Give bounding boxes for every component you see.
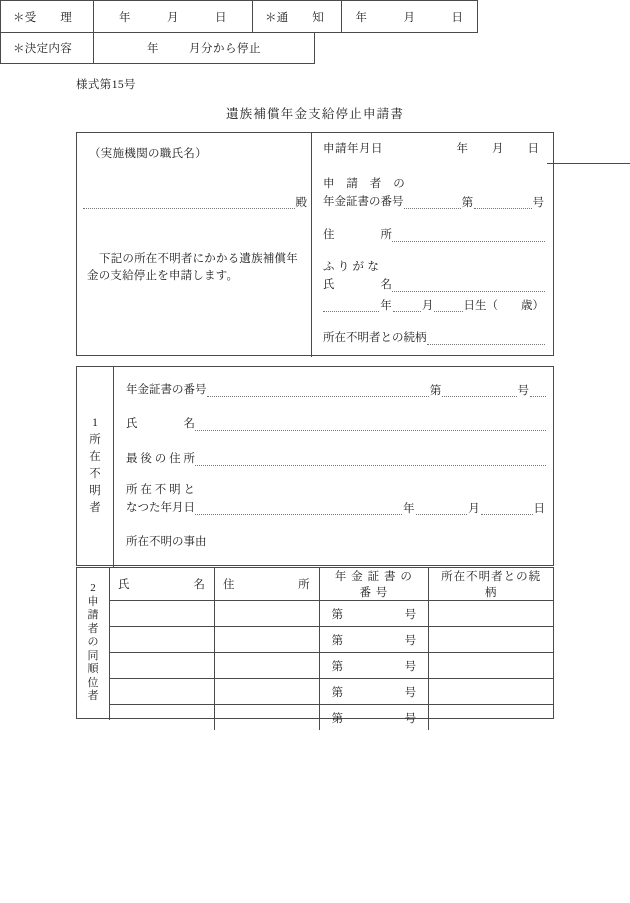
cell-pension-cert[interactable] xyxy=(319,653,429,679)
year-label: 年 xyxy=(355,11,368,24)
missing-label-char-2: 在 xyxy=(89,451,101,463)
name-label: 氏 名 xyxy=(323,279,392,291)
birth-month-label: 月 xyxy=(421,299,434,312)
pension-cert-dotted-line xyxy=(404,196,461,209)
cell-pension-cert[interactable] xyxy=(319,601,429,627)
receipt-date-cell[interactable] xyxy=(93,0,253,33)
co-label-char-5: 同 xyxy=(87,649,99,662)
decision-label: ＊決定内容 xyxy=(13,43,72,55)
number-suffix-label: 号 xyxy=(532,196,544,209)
day-label: 日 xyxy=(451,11,464,24)
missing-name-field[interactable] xyxy=(126,415,546,431)
number-suffix-label: 号 xyxy=(404,712,417,725)
name-dotted-line xyxy=(195,418,546,431)
co-label-char-1: 申 xyxy=(87,595,99,608)
column-header-address xyxy=(215,568,320,601)
table-row[interactable] xyxy=(110,705,553,731)
notice-label: ＊通 知 xyxy=(265,11,324,24)
missing-since-label-line1: 所 在 不 明 と xyxy=(126,484,195,496)
cell-name[interactable] xyxy=(110,705,215,731)
number-prefix-label: 第 xyxy=(331,712,344,725)
header-address-left: 住 xyxy=(223,579,236,591)
pension-cert-dotted-line xyxy=(207,384,429,397)
birth-year-dotted-line xyxy=(323,299,379,312)
missing-day-dotted-line xyxy=(481,502,533,515)
relation-label: 所在不明者との続柄 xyxy=(323,332,427,344)
year-label: 年 xyxy=(456,143,468,155)
column-header-relation: 所在不明者との続柄 xyxy=(429,568,553,601)
birth-day-age-label: 日生（ 歳） xyxy=(463,299,544,312)
year-label: 年 xyxy=(403,502,415,515)
cell-relation[interactable] xyxy=(429,705,553,731)
co-label-char-8: 者 xyxy=(87,690,99,703)
co-label-char-6: 順 xyxy=(87,663,99,676)
day-label: 日 xyxy=(527,143,539,155)
co-applicant-table xyxy=(110,568,553,730)
application-date-label: 申請年月日 xyxy=(323,143,383,155)
notice-date-inputs[interactable] xyxy=(342,9,477,25)
number-prefix-label: 第 xyxy=(331,660,344,673)
cell-address[interactable] xyxy=(215,601,320,627)
table-row[interactable] xyxy=(110,627,553,653)
cell-relation[interactable] xyxy=(429,601,553,627)
header-name-left: 氏 xyxy=(118,579,131,591)
applicant-section xyxy=(76,132,554,356)
month-label: 月 xyxy=(167,11,179,24)
receipt-date-inputs[interactable] xyxy=(94,9,252,25)
pension-cert-label: 年金証書の番号 xyxy=(126,384,207,396)
cell-relation[interactable] xyxy=(429,627,553,653)
agency-name-field[interactable] xyxy=(83,195,307,209)
co-label-char-2: 請 xyxy=(87,609,99,622)
missing-pension-cert-field[interactable] xyxy=(126,381,546,397)
decision-label-cell xyxy=(0,32,94,64)
receipt-label-cell xyxy=(0,0,94,33)
last-address-label: 最 後 の 住 所 xyxy=(126,453,195,465)
name-label: 氏 名 xyxy=(126,418,195,430)
applicant-name-field[interactable] xyxy=(323,258,545,292)
honorific-label: 殿 xyxy=(295,196,307,209)
table-row[interactable] xyxy=(110,601,553,627)
missing-reason-field[interactable] xyxy=(126,533,546,549)
cell-pension-cert[interactable] xyxy=(319,705,429,731)
co-label-char-3: 者 xyxy=(87,622,99,635)
agency-pane xyxy=(77,133,311,355)
number-prefix-label: 第 xyxy=(461,196,474,209)
number-prefix-label: 第 xyxy=(331,686,344,699)
missing-label-char-5: 者 xyxy=(89,502,101,514)
table-header-row xyxy=(110,568,553,601)
number-suffix-label: 号 xyxy=(404,608,417,621)
cell-pension-cert[interactable] xyxy=(319,627,429,653)
cell-address[interactable] xyxy=(215,627,320,653)
agency-name-dotted-line xyxy=(83,195,295,209)
last-address-dotted-line xyxy=(195,453,546,466)
decision-inputs[interactable] xyxy=(94,40,314,56)
receipt-label: ＊受 理 xyxy=(13,11,72,24)
co-applicant-section xyxy=(76,567,554,725)
applicant-address-field[interactable] xyxy=(323,226,545,242)
cell-name[interactable] xyxy=(110,627,215,653)
address-label: 住 所 xyxy=(323,229,392,241)
month-label: 月 xyxy=(403,11,416,24)
birth-year-label: 年 xyxy=(380,299,392,312)
cell-relation[interactable] xyxy=(429,679,553,705)
decision-suffix-label: 月分から停止 xyxy=(189,43,261,55)
decision-content-cell[interactable] xyxy=(93,32,315,64)
month-label: 月 xyxy=(492,143,504,155)
year-label: 年 xyxy=(119,11,131,24)
applicant-owner-label: 申 請 者 の xyxy=(323,178,405,190)
column-header-name xyxy=(110,568,215,601)
applicant-detail-pane xyxy=(312,133,553,355)
missing-person-vertical-label xyxy=(77,367,113,565)
day-label: 日 xyxy=(215,11,227,24)
missing-since-label-line2: なつた年月日 xyxy=(126,502,195,514)
number-prefix-label: 第 xyxy=(429,384,442,397)
notice-label-cell xyxy=(252,0,342,33)
day-label: 日 xyxy=(533,502,545,515)
decision-year-label: 年 xyxy=(147,43,159,55)
name-dotted-line xyxy=(392,279,545,292)
missing-person-section xyxy=(76,366,554,566)
furigana-label: ふ り が な xyxy=(323,261,380,273)
cell-name[interactable] xyxy=(110,679,215,705)
birth-month-dotted-line xyxy=(393,299,421,312)
missing-since-date-field[interactable] xyxy=(126,481,546,515)
cell-address[interactable] xyxy=(215,705,320,731)
co-label-char-7: 位 xyxy=(87,676,99,689)
row-divider xyxy=(547,163,630,164)
address-dotted-line xyxy=(392,229,545,242)
cell-pension-cert[interactable] xyxy=(319,679,429,705)
missing-label-char-0: 1 xyxy=(92,417,98,429)
page-title: 遺族補償年金支給停止申請書 xyxy=(225,107,405,121)
notice-date-cell[interactable] xyxy=(341,0,478,33)
cell-relation[interactable] xyxy=(429,653,553,679)
month-label: 月 xyxy=(468,502,480,515)
number-prefix-label: 第 xyxy=(331,634,344,647)
missing-label-char-3: 不 xyxy=(89,468,101,480)
missing-year-dotted-line xyxy=(195,502,402,515)
cell-name[interactable] xyxy=(110,601,215,627)
header-name-right: 名 xyxy=(193,579,207,591)
co-label-char-0: 2 xyxy=(90,582,96,595)
co-applicant-vertical-label xyxy=(77,568,109,718)
missing-last-address-field[interactable] xyxy=(126,450,546,466)
column-header-pension-cert: 年 金 証 書 の 番 号 xyxy=(319,568,429,601)
table-row[interactable] xyxy=(110,679,553,705)
reason-label: 所在不明の事由 xyxy=(126,536,207,548)
missing-person-fields xyxy=(114,367,553,565)
table-row[interactable] xyxy=(110,653,553,679)
missing-label-char-1: 所 xyxy=(89,434,101,446)
cell-address[interactable] xyxy=(215,653,320,679)
pension-cert-tail-dotted-line xyxy=(530,384,546,397)
agency-label: （実施機関の職氏名） xyxy=(89,148,207,160)
form-number: 様式第15号 xyxy=(76,79,136,91)
cell-name[interactable] xyxy=(110,653,215,679)
number-prefix-label: 第 xyxy=(331,608,344,621)
missing-label-char-4: 明 xyxy=(89,485,101,497)
pension-cert-label: 年金証書の番号 xyxy=(323,196,404,208)
pension-cert-number-dotted-line xyxy=(474,196,531,209)
relation-dotted-line xyxy=(427,332,546,345)
number-suffix-label: 号 xyxy=(517,384,529,397)
applicant-birthdate-field[interactable] xyxy=(323,299,545,312)
cell-address[interactable] xyxy=(215,679,320,705)
application-statement: 下記の所在不明者にかかる遺族補償年金の支給停止を申請します。 xyxy=(87,253,298,282)
office-use-section xyxy=(0,0,478,64)
applicant-relation-field[interactable] xyxy=(323,329,545,345)
number-suffix-label: 号 xyxy=(404,660,417,673)
pension-cert-number-dotted-line xyxy=(442,384,516,397)
applicant-pension-cert-field[interactable] xyxy=(323,175,545,209)
application-date-inputs[interactable] xyxy=(383,140,553,156)
header-address-right: 所 xyxy=(298,579,311,591)
missing-month-dotted-line xyxy=(416,502,468,515)
birth-day-dotted-line xyxy=(434,299,462,312)
number-suffix-label: 号 xyxy=(404,686,417,699)
co-label-char-4: の xyxy=(87,636,99,649)
application-date-row xyxy=(312,133,553,163)
number-suffix-label: 号 xyxy=(404,634,417,647)
